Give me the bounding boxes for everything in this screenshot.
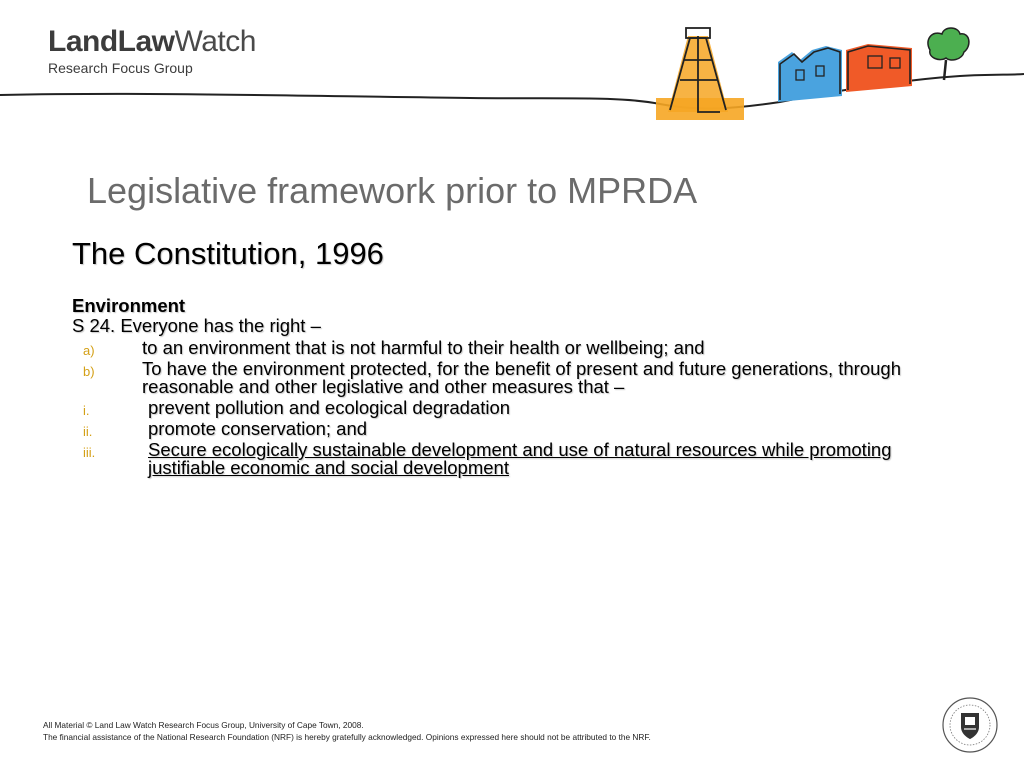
list-item: [72, 339, 972, 357]
list-item-text: promote conservation; and: [148, 418, 368, 439]
list-item: [72, 360, 972, 396]
logo-light-part: Watch: [174, 25, 256, 58]
intro-line: S 24. Everyone has the right –: [72, 315, 321, 336]
logo: [48, 26, 256, 76]
list-marker: i.: [83, 403, 90, 418]
section-heading: Environment: [72, 295, 186, 316]
slide-title: Legislative framework prior to MPRDA: [87, 170, 698, 211]
list-marker: b): [83, 364, 95, 379]
slide-body: [72, 296, 972, 477]
logo-wordmark: [48, 26, 256, 58]
tree-icon: [928, 28, 969, 80]
slide-subtitle: The Constitution, 1996: [72, 236, 384, 271]
university-seal-icon: [940, 695, 1000, 755]
list-item-text: to an environment that is not harmful to their health or wellbeing; and: [142, 337, 705, 358]
list-item-text: Secure ecologically sustainable development and use of natural resources while promoting justifiable economic and social development: [148, 439, 892, 478]
list-item: [72, 420, 972, 438]
list-item: [72, 441, 972, 477]
buildings-icon: [778, 44, 912, 102]
logo-bold-part: LandLaw: [48, 25, 175, 58]
headframe-icon: [656, 28, 744, 120]
list-item-text: prevent pollution and ecological degradation: [148, 397, 511, 418]
footer-acknowledgement: The financial assistance of the National Research Foundation (NRF) is hereby gratefully acknowledged. Opinions expressed here should not be attributed to the NRF.: [43, 732, 651, 742]
list-marker: a): [83, 343, 95, 358]
list-marker: iii.: [83, 445, 96, 460]
footer: [43, 719, 651, 743]
list-item: [72, 399, 972, 417]
list-marker: ii.: [83, 424, 93, 439]
logo-subtitle: Research Focus Group: [48, 60, 193, 76]
footer-copyright: All Material © Land Law Watch Research Focus Group, University of Cape Town, 2008.: [43, 720, 364, 730]
list-item-text: To have the environment protected, for the benefit of present and future generations, through reasonable and other legislative and other measures that –: [142, 358, 901, 397]
